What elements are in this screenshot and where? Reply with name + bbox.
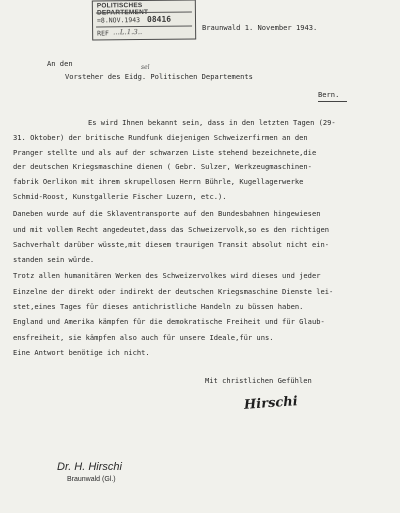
body-line: England und Amerika kämpfen für die demokratische Freiheit und für Glaub- [13, 317, 325, 326]
stamp-title: POLITISCHES DEPARTEMENT [96, 2, 149, 17]
body-line: Schmid-Roost, Kunstgallerie Fischer Luzern, etc.). [13, 192, 227, 201]
handwritten-annotation: sel [141, 64, 150, 71]
body-line: standen sein würde. [13, 255, 95, 264]
address-city: Bern. [318, 90, 340, 99]
body-line: der deutschen Kriegsmaschine dienen ( Gebr. Sulzer, Werkzeugmaschinen- [13, 162, 312, 171]
body-line: Daneben wurde auf die Sklaventransporte auf den Bundesbahnen hingewiesen [13, 209, 321, 218]
received-stamp [92, 0, 196, 41]
body-line: Einzelne der direkt oder indirekt der deutschen Kriegsmaschine Dienste lei- [13, 287, 334, 296]
address-recipient: Vorsteher des Eidg. Politischen Departements [65, 72, 253, 81]
body-line: Pranger stellte und als auf der schwarzen Liste stehend bezeichnete,die [13, 148, 317, 157]
body-line: fabrik Oerlikon mit ihrem skrupellosen Herrn Bührle, Kugellagerwerke [13, 177, 304, 186]
closing: Mit christlichen Gefühlen [205, 376, 312, 385]
city-underline [318, 101, 347, 102]
body-line: ensfreiheit, sie kämpfen also auch für unsere Ideale,für uns. [13, 333, 274, 342]
stamp-ref-handwriting: ...L.1.3.. [113, 28, 143, 37]
handwritten-signature: Hirschi [243, 394, 299, 413]
letterhead-place: Braunwald (Gl.) [67, 476, 116, 483]
body-line: Es wird Ihnen bekannt sein, dass in den letzten Tagen (29- [88, 118, 336, 127]
address-an-den: An den [47, 59, 73, 68]
stamp-number: 08416 [146, 14, 172, 24]
body-line: stet,eines Tages für dieses antichristliche Handeln zu büssen haben. [13, 302, 304, 311]
body-line: 31. Oktober) der britische Rundfunk diejenigen Schweizerfirmen an den [13, 133, 308, 142]
body-line: Trotz allen humanitären Werken des Schweizervolkes wird dieses und jeder [13, 271, 321, 280]
body-line: und mit vollem Recht angedeutet,dass das Schweizervolk,so es den richtigen [13, 225, 330, 234]
body-line: Sachverhalt darüber wüsste,mit diesem traurigen Transit absolut nicht ein- [13, 240, 330, 249]
body-line: Eine Antwort benötige ich nicht. [13, 348, 150, 357]
place-date: Braunwald 1. November 1943. [202, 23, 318, 32]
stamp-ref-label: REF [97, 29, 109, 38]
stamp-divider [96, 25, 192, 27]
stamp-date: =8.NOV.1943 [96, 16, 141, 25]
letterhead-name: Dr. H. Hirschi [57, 461, 122, 473]
